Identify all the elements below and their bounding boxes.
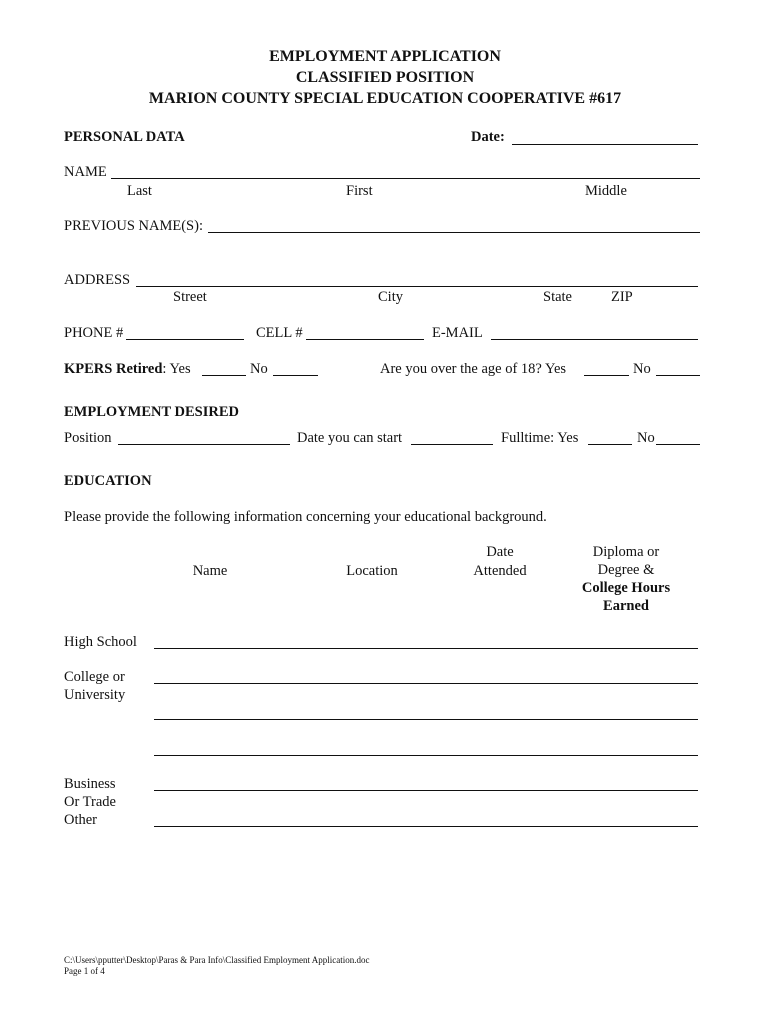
college-field-1[interactable] xyxy=(154,683,698,684)
cell-field[interactable] xyxy=(306,339,424,340)
date-field[interactable] xyxy=(512,144,698,145)
address-zip-caption: ZIP xyxy=(611,289,633,305)
high-school-field[interactable] xyxy=(154,648,698,649)
age-no-field[interactable] xyxy=(656,375,700,376)
business-field-2[interactable] xyxy=(154,826,698,827)
start-date-label: Date you can start xyxy=(297,430,403,446)
personal-data-heading: PERSONAL DATA xyxy=(64,129,185,145)
business-field-1[interactable] xyxy=(154,790,698,791)
column-diploma-line2: Degree & xyxy=(597,562,655,578)
column-date-line2: Attended xyxy=(473,563,527,579)
address-field[interactable] xyxy=(136,286,698,287)
column-location: Location xyxy=(346,563,398,579)
college-field-3[interactable] xyxy=(154,755,698,756)
column-date-line1: Date xyxy=(486,544,514,560)
address-city-caption: City xyxy=(378,289,403,305)
position-field[interactable] xyxy=(118,444,290,445)
phone-field[interactable] xyxy=(126,339,244,340)
row-business-label-line2: Or Trade xyxy=(64,794,116,810)
education-intro: Please provide the following information concerning your educational background. xyxy=(64,509,547,525)
column-name: Name xyxy=(192,563,228,579)
email-field[interactable] xyxy=(491,339,698,340)
address-label: ADDRESS xyxy=(64,272,131,288)
previous-names-field[interactable] xyxy=(208,232,700,233)
phone-label: PHONE # xyxy=(64,325,124,341)
title-employment-application: EMPLOYMENT APPLICATION xyxy=(269,48,501,65)
fulltime-yes-field[interactable] xyxy=(588,444,632,445)
email-label: E-MAIL xyxy=(432,325,483,341)
row-business-label-line1: Business xyxy=(64,776,116,792)
name-label: NAME xyxy=(64,164,107,180)
column-diploma-line3: College Hours xyxy=(581,580,671,596)
position-label: Position xyxy=(64,430,112,446)
fulltime-no-field[interactable] xyxy=(656,444,700,445)
footer-page-number: Page 1 of 4 xyxy=(64,966,105,976)
kpers-yes-label: : Yes xyxy=(162,361,191,377)
title-classified-position: CLASSIFIED POSITION xyxy=(295,69,475,86)
name-field[interactable] xyxy=(111,178,700,179)
title-cooperative: MARION COUNTY SPECIAL EDUCATION COOPERATIVE #617 xyxy=(148,90,622,107)
kpers-no-field[interactable] xyxy=(273,375,318,376)
previous-names-label: PREVIOUS NAME(S): xyxy=(64,218,203,234)
kpers-label: KPERS Retired xyxy=(64,361,163,377)
kpers-no-label: No xyxy=(250,361,268,377)
fulltime-no-label: No xyxy=(637,430,655,446)
address-state-caption: State xyxy=(543,289,572,305)
fulltime-yes-label: Fulltime: Yes xyxy=(501,430,579,446)
column-diploma-line1: Diploma or xyxy=(592,544,660,560)
age-question: Are you over the age of 18? Yes xyxy=(380,361,567,377)
row-college-label-line1: College or xyxy=(64,669,125,685)
row-college-label-line2: University xyxy=(64,687,126,703)
cell-label: CELL # xyxy=(256,325,303,341)
start-date-field[interactable] xyxy=(411,444,493,445)
college-field-2[interactable] xyxy=(154,719,698,720)
name-last-caption: Last xyxy=(127,183,152,199)
row-high-school-label: High School xyxy=(64,634,137,650)
row-business-label-line3: Other xyxy=(64,812,98,828)
age-yes-field[interactable] xyxy=(584,375,629,376)
address-street-caption: Street xyxy=(173,289,207,305)
age-no-label: No xyxy=(633,361,651,377)
name-middle-caption: Middle xyxy=(585,183,627,199)
footer-file-path: C:\Users\pputter\Desktop\Paras & Para Info\Classified Employment Application.doc xyxy=(64,955,370,965)
kpers-yes-field[interactable] xyxy=(202,375,246,376)
education-heading: EDUCATION xyxy=(64,473,152,489)
kpers-row xyxy=(64,360,191,378)
employment-desired-heading: EMPLOYMENT DESIRED xyxy=(64,404,239,420)
column-diploma-line4: Earned xyxy=(603,598,649,614)
name-first-caption: First xyxy=(346,183,373,199)
date-label: Date: xyxy=(471,129,505,145)
